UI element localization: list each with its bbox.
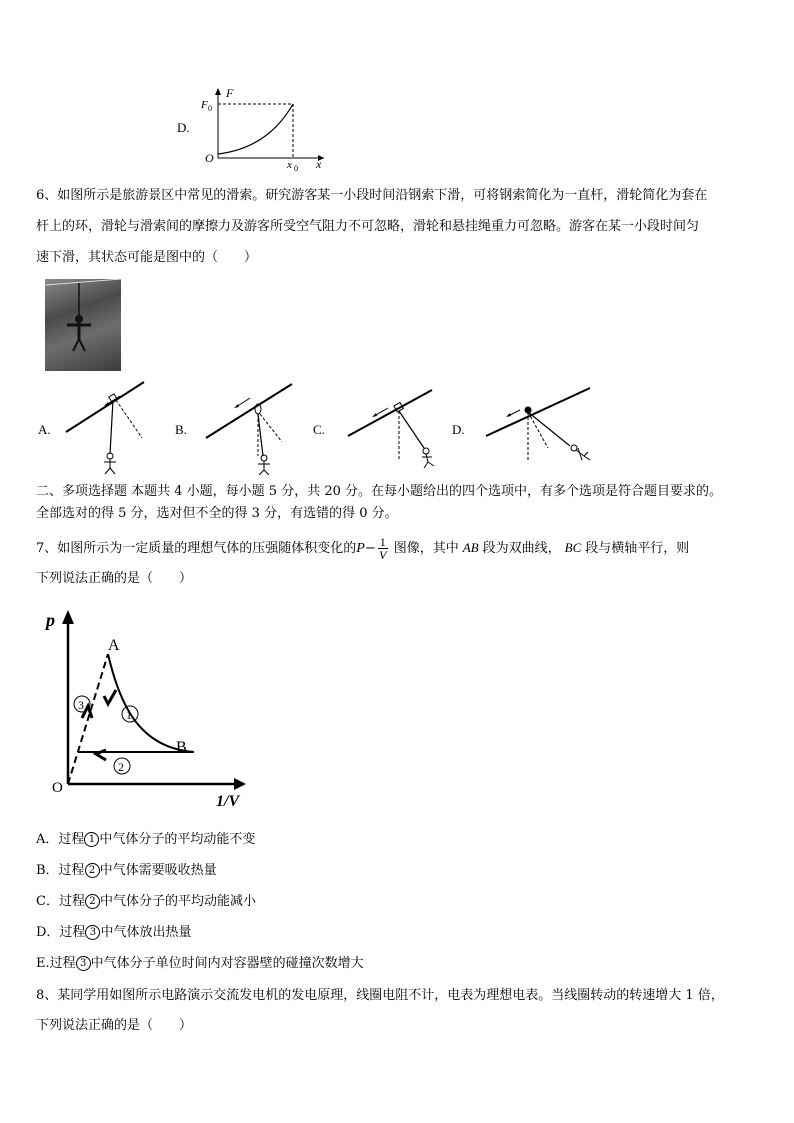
q6-option-d-diagram [484, 386, 608, 472]
section2-heading-line1: 二、多项选择题 本题共 4 小题，每小题 5 分，共 20 分。在每小题给出的四个选项中，有多个选项是符合题目要求的。 [36, 484, 723, 499]
q7-graph-point-b: B [176, 739, 187, 756]
q6-option-a-label: A. [38, 422, 51, 437]
zipline-photo [45, 279, 121, 371]
q6-option-c-diagram [344, 384, 444, 476]
q6-option-d-label: D. [452, 422, 465, 437]
circled-number: 1 [84, 832, 99, 847]
q5-option-d-label: D. [177, 120, 190, 135]
q6-stem-line2: 杆上的环，滑轮与滑索间的摩擦力及游客所受空气阻力不可忽略，滑轮和悬挂绳重力可忽略。游客在某一小段时间匀 [36, 219, 700, 234]
q7-math-p: P [356, 541, 365, 556]
graph-x-axis-label: x [316, 157, 322, 171]
graph-x0-sub: 0 [294, 164, 298, 172]
q7-stem-line2: 下列说法正确的是（ ） [36, 571, 193, 586]
q7-seg-ab: AB [462, 540, 479, 555]
circled-number: 3 [85, 925, 100, 940]
q7-seg-bc: BC [564, 540, 582, 555]
q6-option-a-diagram [60, 376, 160, 476]
q7-stem-c: 段为双曲线， [482, 541, 561, 556]
q5-option-d-graph [198, 86, 330, 172]
circled-number: 2 [85, 863, 100, 878]
q7-stem-d: 段与横轴平行，则 [585, 541, 690, 556]
q8-stem-line2: 下列说法正确的是（ ） [36, 1018, 193, 1033]
q7-graph-marker-1: 1 [126, 708, 132, 722]
circled-number: 3 [76, 956, 91, 971]
q7-option-d: D．过程 3 中气体放出热量 [36, 925, 192, 940]
q7-graph-y-axis-label: p [46, 610, 55, 630]
q6-option-b-label: B. [175, 422, 187, 437]
q6-option-c-label: C. [313, 422, 325, 437]
q6-option-b-diagram [198, 380, 298, 476]
q7-graph-point-a: A [108, 637, 120, 654]
q7-option-e: E.过程 3 中气体分子单位时间内对容器壁的碰撞次数增大 [36, 956, 364, 971]
q7-stem-b: 图像，其中 [393, 541, 459, 556]
q7-math-fraction [378, 536, 388, 561]
graph-origin-label: O [205, 151, 214, 165]
q8-stem-line1: 8、某同学用如图所示电路演示交流发电机的发电原理，线圈电阻不计，电表为理想电表。当线圈转动的转速增大 1 倍， [36, 988, 724, 1003]
q7-math-den: V [379, 548, 387, 562]
q7-stem-line1 [36, 536, 689, 561]
section2-heading-line2: 全部选对的得 5 分，选对但不全的得 3 分，有选错的得 0 分。 [36, 506, 398, 521]
q7-option-b: B．过程 2 中气体需要吸收热量 [36, 863, 217, 878]
q6-stem-line3: 速下滑，其状态可能是图中的（ ） [36, 250, 258, 265]
q7-option-c: C．过程 2 中气体分子的平均动能减小 [36, 894, 256, 909]
q7-graph-x-axis-label: 1/V [216, 793, 240, 810]
graph-f0-sub: 0 [208, 104, 212, 113]
circled-number: 2 [85, 894, 100, 909]
q7-option-a: A．过程 1 中气体分子的平均动能不变 [36, 832, 256, 847]
q7-math-num: 1 [379, 535, 386, 549]
q6-stem-line1: 6、如图所示是旅游景区中常见的滑索。研究游客某一小段时间沿钢索下滑，可将钢索简化为一直杆，滑轮简化为套在 [36, 188, 708, 203]
q7-math-dash: − [364, 541, 376, 556]
graph-y-axis-label: F [226, 86, 234, 100]
q7-graph-marker-3: 3 [78, 698, 84, 712]
q7-stem-a: 7、如图所示为一定质量的理想气体的压强随体积变化的 [36, 541, 357, 556]
graph-x0-label: x [287, 159, 292, 171]
q7-graph-marker-2: 2 [118, 760, 124, 774]
q7-graph-origin-label: O [52, 780, 63, 796]
q7-pv-graph [44, 606, 266, 810]
graph-f0-label: F [201, 99, 208, 111]
